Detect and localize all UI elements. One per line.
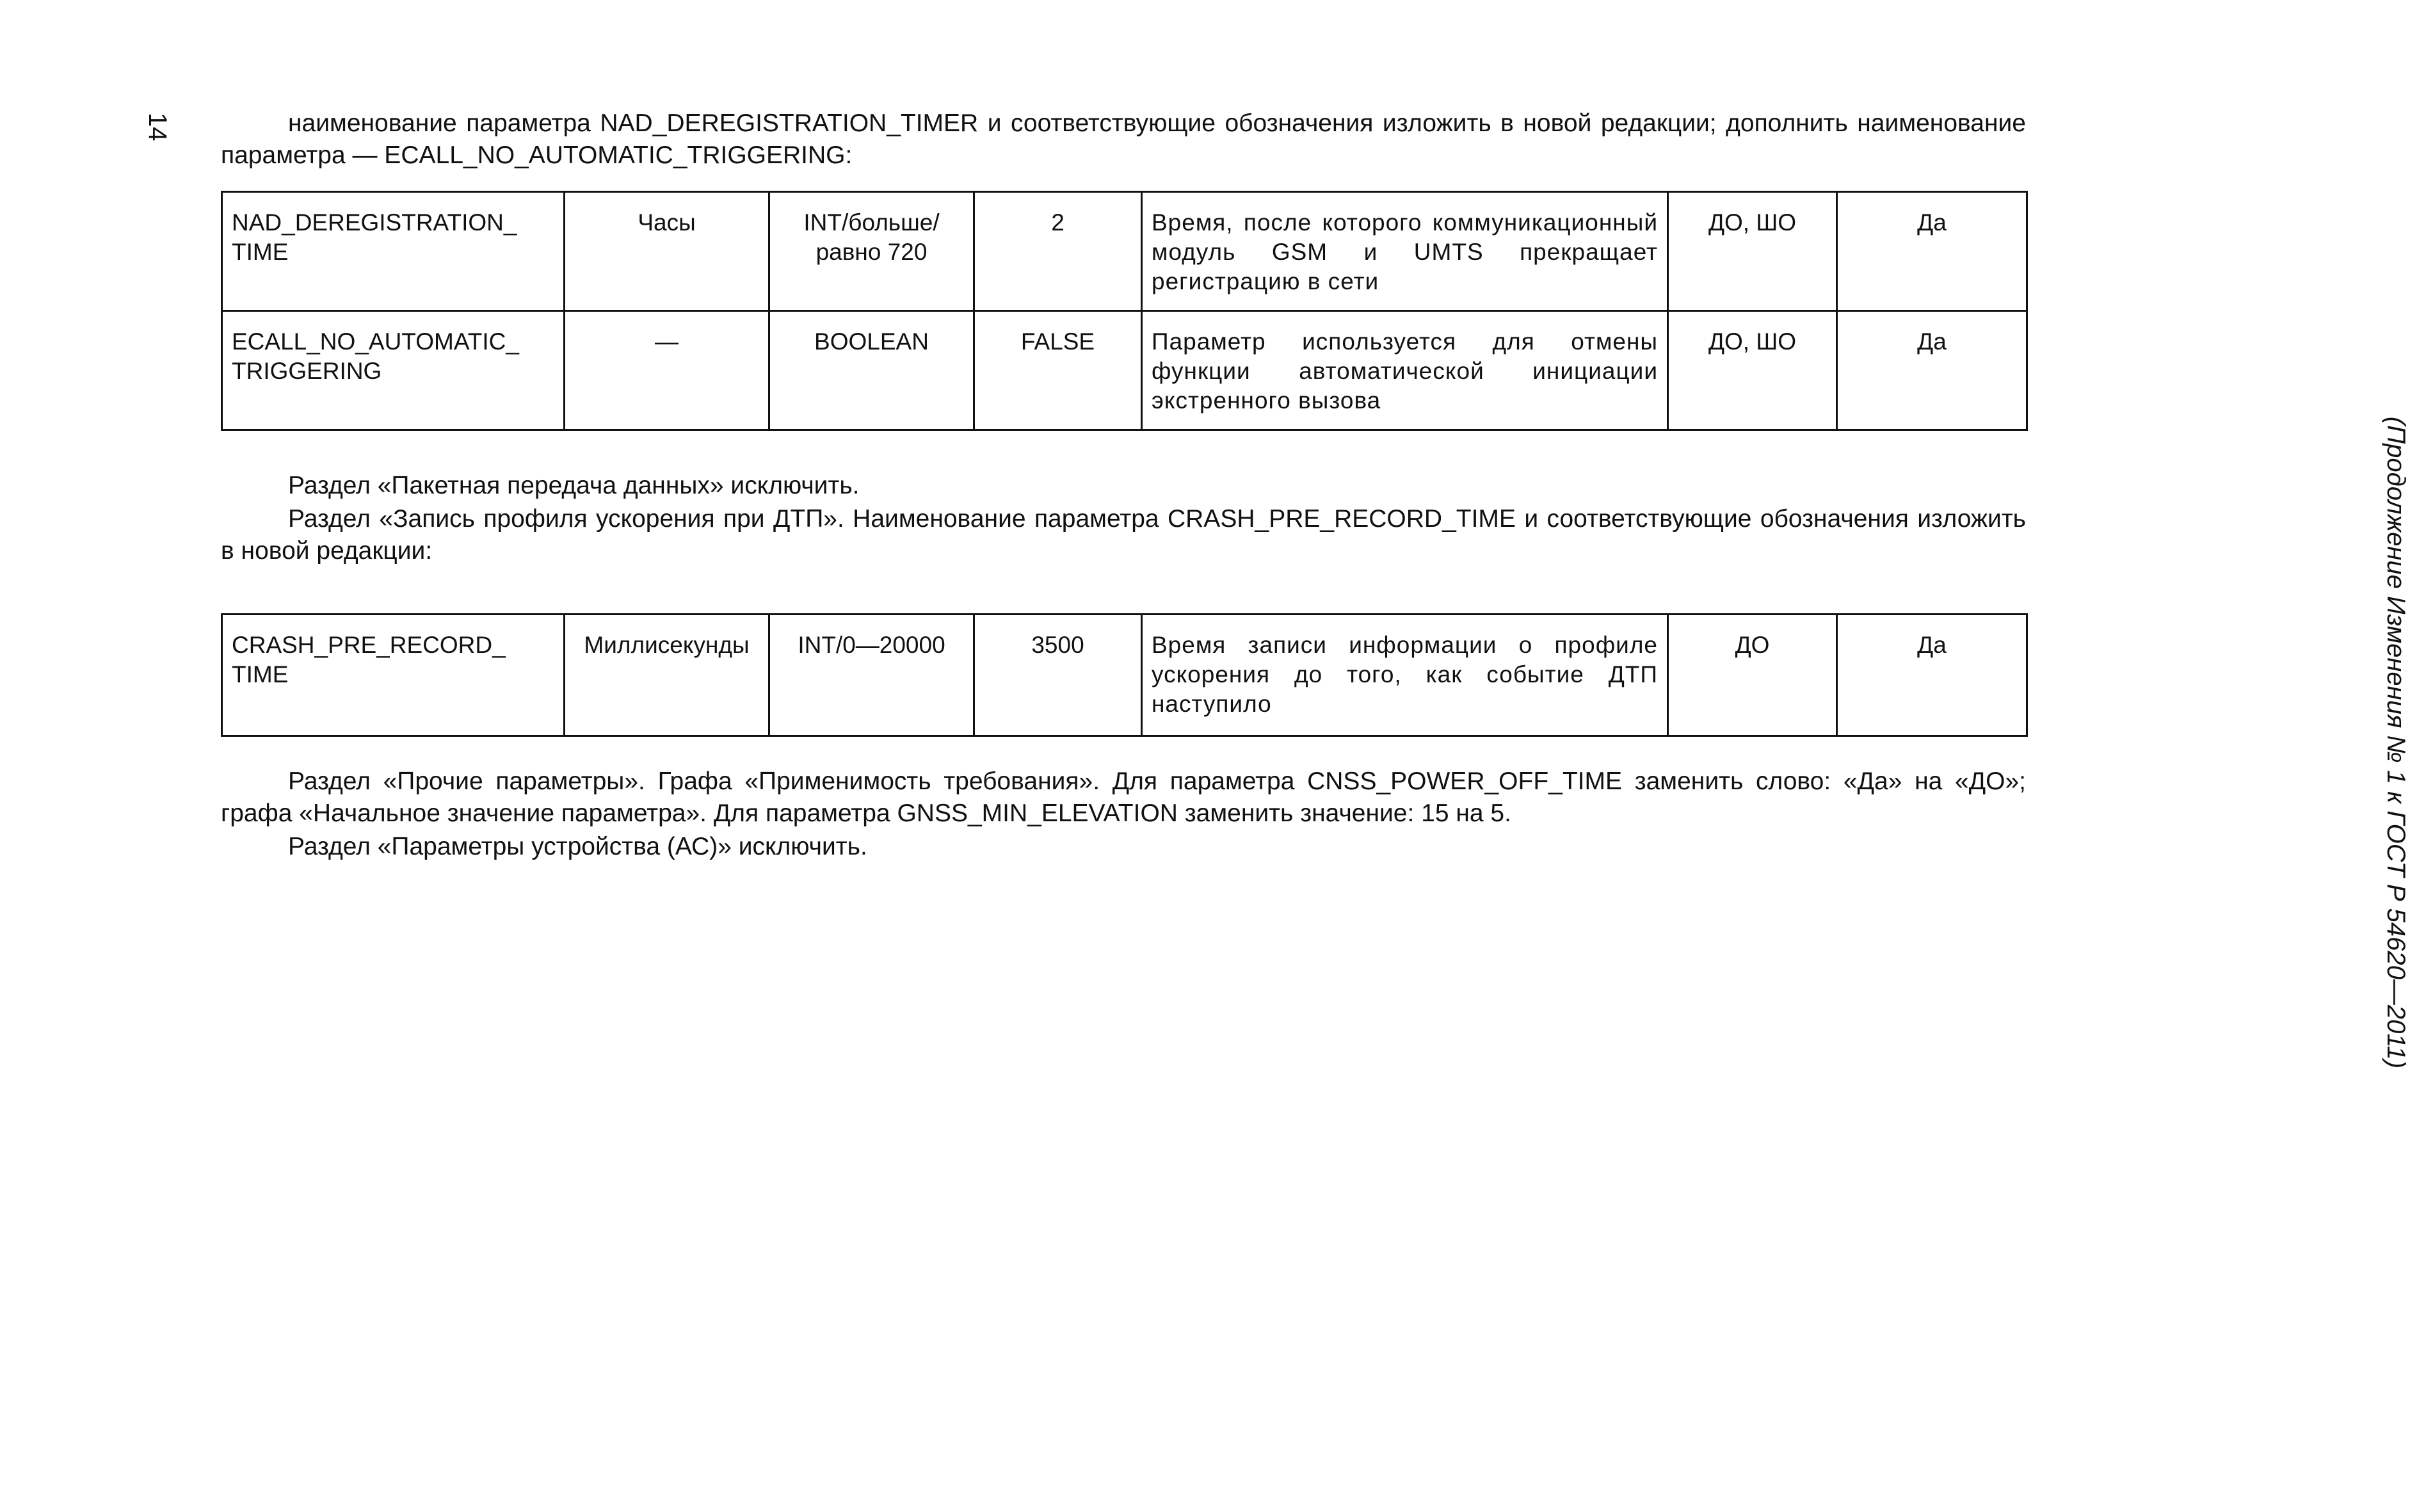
description-cell: Параметр используется для отмены функции автоматической инициации экстренного вызова [1142, 311, 1668, 430]
applicability-cell: ДО, ШО [1668, 311, 1837, 430]
unit-cell: Часы [565, 192, 769, 311]
param-name-cell: ECALL_NO_AUTOMATIC_ TRIGGERING [222, 311, 565, 430]
section-crash-paragraph: Раздел «Запись профиля ускорения при ДТП». Наименование параметра CRASH_PRE_RECORD_TIME и соответствующие обозначения изложить в новой редакции: [221, 505, 2026, 565]
unit-cell: — [565, 311, 769, 430]
required-cell: Да [1837, 192, 2027, 311]
params-table-1 [221, 191, 2028, 431]
table-row [222, 615, 2027, 736]
required-cell: Да [1837, 311, 2027, 430]
params-table-2 [221, 613, 2028, 737]
page-number: 14 [143, 113, 172, 141]
applicability-cell: ДО [1668, 615, 1837, 736]
type-cell: BOOLEAN [769, 311, 974, 430]
default-value-cell: FALSE [974, 311, 1142, 430]
type-cell: INT/0—20000 [769, 615, 974, 736]
description-cell: Время записи информации о профиле ускорения до того, как событие ДТП наступило [1142, 615, 1668, 736]
param-name-cell: NAD_DEREGISTRATION_ TIME [222, 192, 565, 311]
section-other-paragraph: Раздел «Прочие параметры». Графа «Применимость требования». Для параметра CNSS_POWER_OFF_TIME заменить слово: «Да» на «ДО»; графа «Начальное значение параметра». Для параметра GNSS_MIN_ELEVATION заменить значение: 15 на 5. [221, 768, 2026, 827]
section-packet-paragraph: Раздел «Пакетная передача данных» исключить. [288, 472, 860, 499]
unit-cell: Миллисекунды [565, 615, 769, 736]
default-value-cell: 2 [974, 192, 1142, 311]
default-value-cell: 3500 [974, 615, 1142, 736]
applicability-cell: ДО, ШО [1668, 192, 1837, 311]
section-device-paragraph: Раздел «Параметры устройства (АС)» исключить. [288, 833, 867, 860]
required-cell: Да [1837, 615, 2027, 736]
description-cell: Время, после которого коммуникационный модуль GSM и UMTS прекращает регистрацию в сети [1142, 192, 1668, 311]
intro-paragraph: наименование параметра NAD_DEREGISTRATION_TIMER и соответствующие обозначения изложить в новой редакции; дополнить наименование параметра — ECALL_NO_AUTOMATIC_TRIGGERING: [221, 109, 2026, 169]
table-row [222, 192, 2027, 311]
param-name-cell: CRASH_PRE_RECORD_ TIME [222, 615, 565, 736]
table-row [222, 311, 2027, 430]
side-caption: (Продолжение Изменения № 1 к ГОСТ Р 54620—2011) [2382, 416, 2410, 1069]
type-cell: INT/больше/ равно 720 [769, 192, 974, 311]
